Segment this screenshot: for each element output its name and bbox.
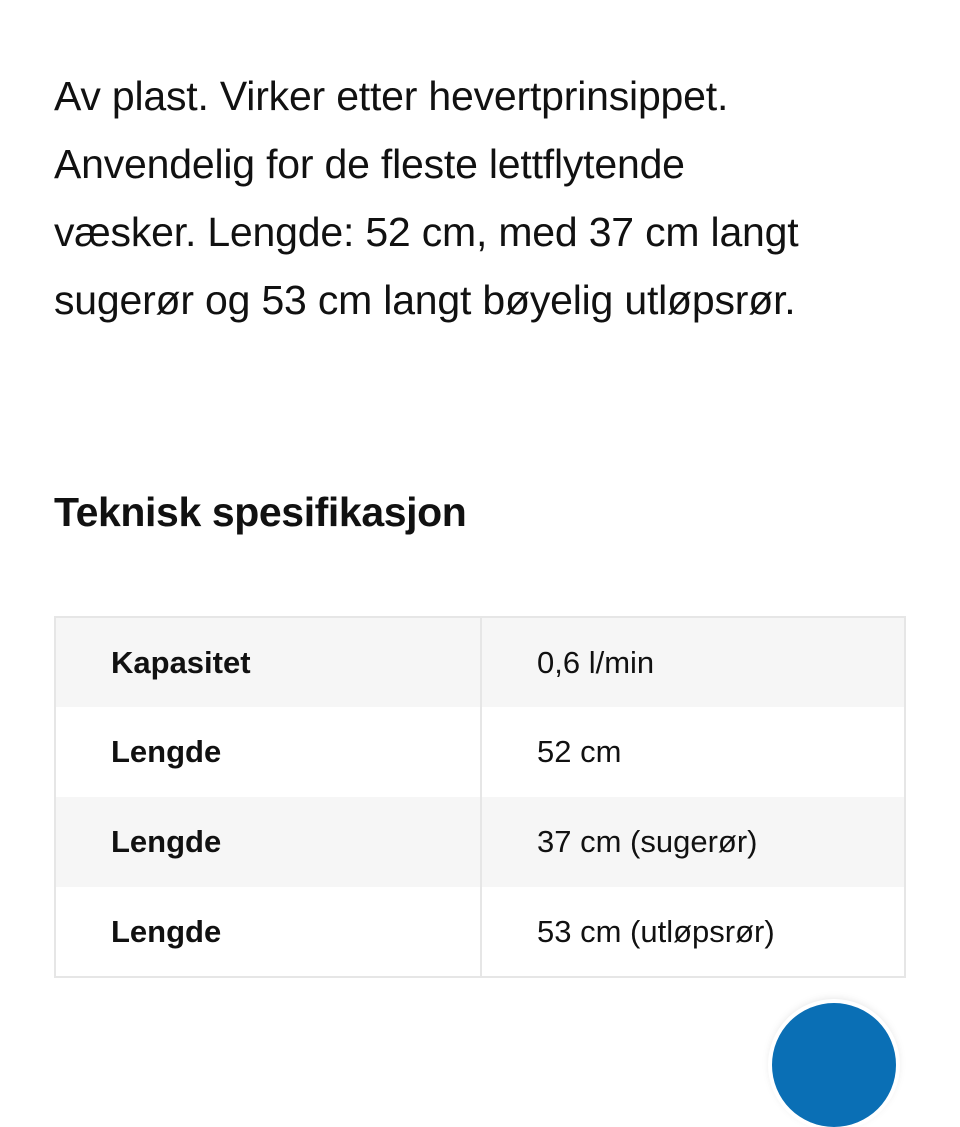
spec-key: Lengde xyxy=(55,887,481,977)
spec-value: 53 cm (utløpsrør) xyxy=(481,887,905,977)
table-row xyxy=(55,617,905,707)
description-line: Anvendelig for de fleste lettflytende xyxy=(54,141,685,187)
chat-button[interactable] xyxy=(772,1003,896,1127)
spec-key: Kapasitet xyxy=(55,617,481,707)
description-line: sugerør og 53 cm langt bøyelig utløpsrør. xyxy=(54,277,796,323)
spec-value: 0,6 l/min xyxy=(481,617,905,707)
spec-key: Lengde xyxy=(55,707,481,797)
description-line: væsker. Lengde: 52 cm, med 37 cm langt xyxy=(54,209,799,255)
table-row xyxy=(55,707,905,797)
spec-key: Lengde xyxy=(55,797,481,887)
description-line: Av plast. Virker etter hevertprinsippet. xyxy=(54,73,729,119)
table-row xyxy=(55,797,905,887)
table-row xyxy=(55,887,905,977)
spec-table xyxy=(54,616,906,978)
product-description xyxy=(54,62,924,334)
spec-heading: Teknisk spesifikasjon xyxy=(54,489,467,535)
spec-value: 37 cm (sugerør) xyxy=(481,797,905,887)
spec-value: 52 cm xyxy=(481,707,905,797)
